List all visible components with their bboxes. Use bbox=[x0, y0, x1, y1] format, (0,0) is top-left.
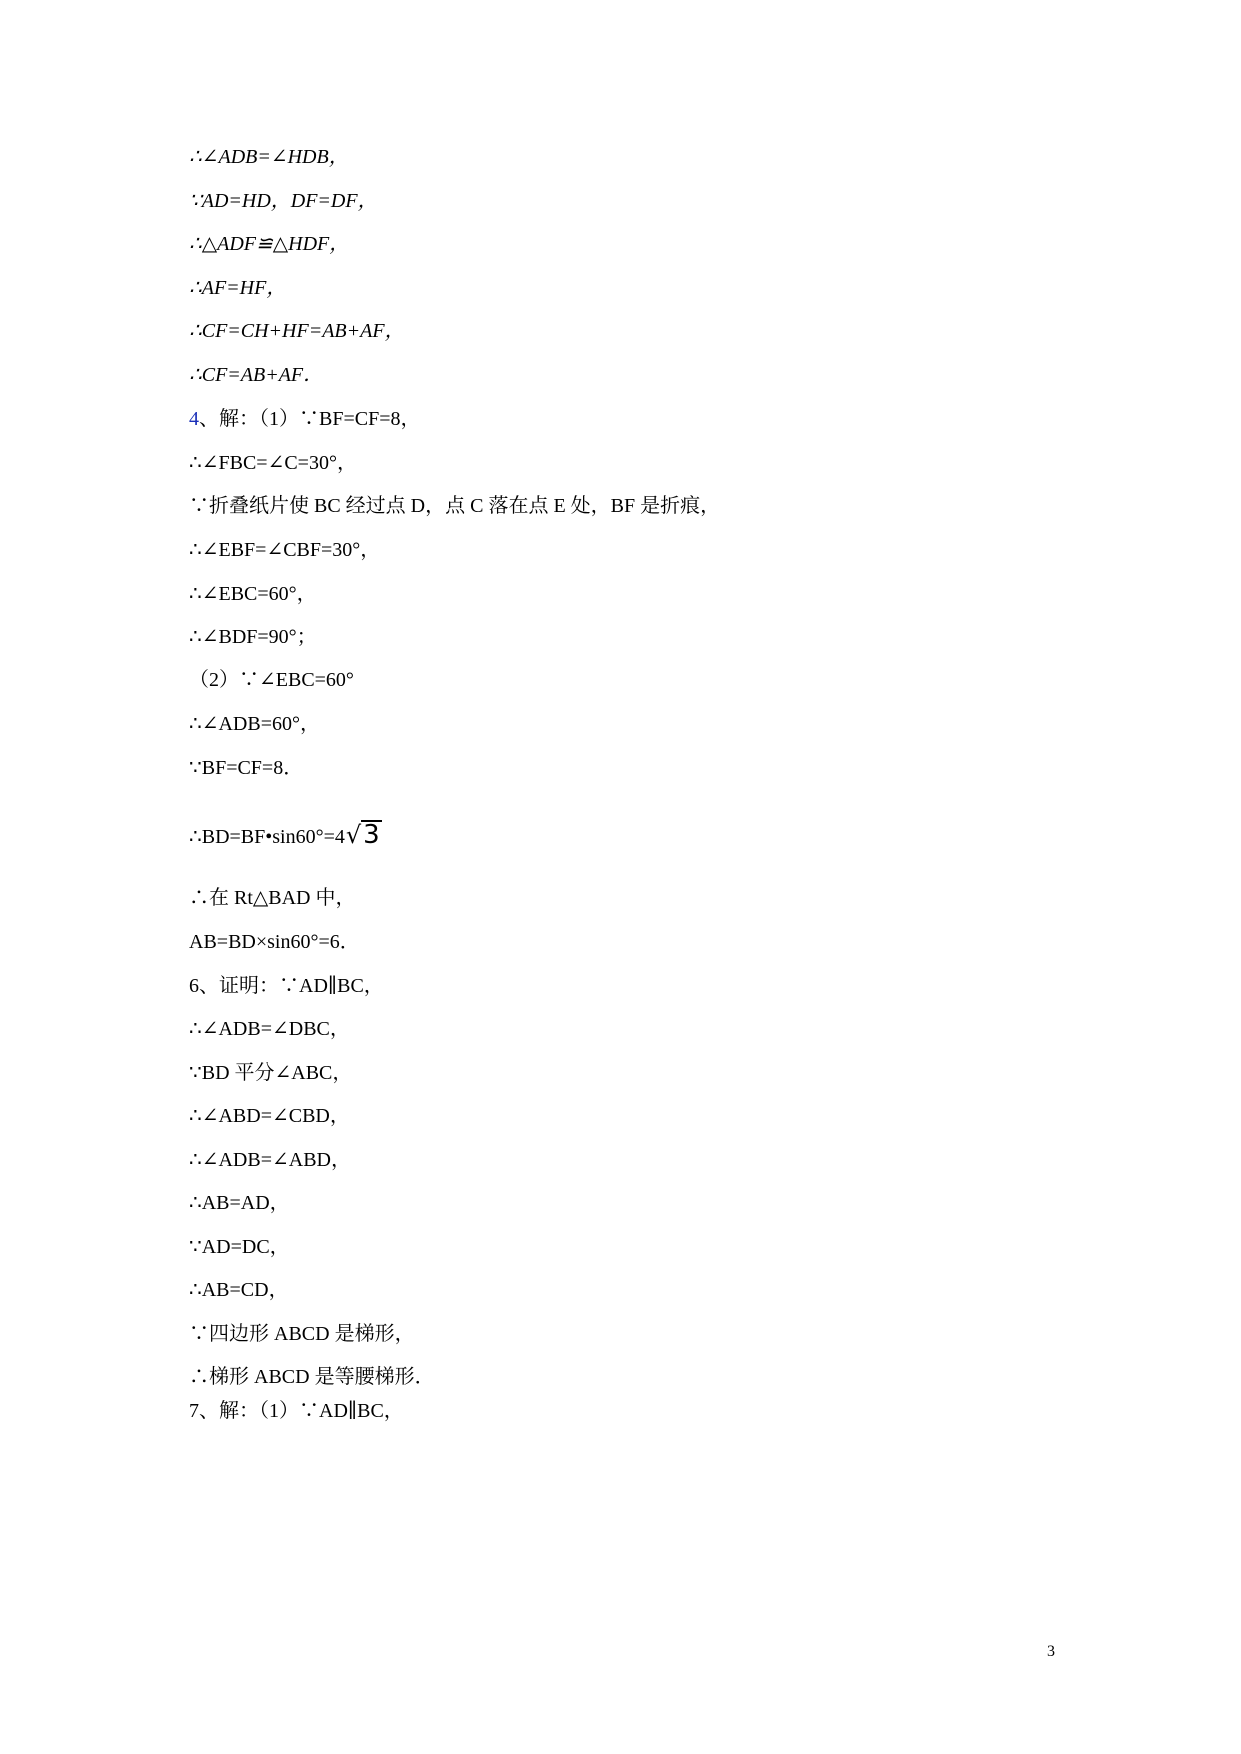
solution-line: ∵折叠纸片使 BC 经过点 D，点 C 落在点 E 处，BF 是折痕， bbox=[189, 495, 721, 517]
solution-line: （2）∵∠EBC=60° bbox=[189, 669, 354, 691]
solution-line: ∴在 Rt△BAD 中， bbox=[189, 887, 356, 909]
problem-6-heading: 6、证明：∵AD∥BC， bbox=[189, 975, 384, 997]
square-root-expression bbox=[346, 820, 382, 848]
page-number: 3 bbox=[1047, 1643, 1055, 1660]
proof-line: ∴△ADF≌△HDF， bbox=[189, 233, 350, 255]
proof-line: ∴∠ADB=∠HDB， bbox=[189, 146, 349, 168]
proof-line: ∴AF=HF， bbox=[189, 277, 287, 299]
solution-line: ∵BF=CF=8． bbox=[189, 757, 304, 779]
solution-line-with-sqrt: ∴BD=BF•sin60°=4√3 bbox=[189, 820, 380, 850]
proof-line: ∴AB=CD， bbox=[189, 1279, 289, 1301]
proof-line: ∴梯形 ABCD 是等腰梯形． bbox=[189, 1366, 435, 1388]
solution-line: AB=BD×sin60°=6． bbox=[189, 931, 360, 953]
proof-line: ∴∠ADB=∠DBC， bbox=[189, 1018, 350, 1040]
proof-line: ∵四边形 ABCD 是梯形， bbox=[189, 1323, 415, 1345]
solution-line: ∴∠EBC=60°， bbox=[189, 583, 317, 605]
solution-line: ∴∠EBF=∠CBF=30°， bbox=[189, 539, 381, 561]
solution-line: ∴∠BDF=90°； bbox=[189, 626, 317, 648]
proof-line: ∴CF=AB+AF． bbox=[189, 364, 324, 386]
problem-number: 4 bbox=[189, 408, 199, 430]
proof-line: ∴AB=AD， bbox=[189, 1192, 290, 1214]
proof-line: ∵BD 平分∠ABC， bbox=[189, 1062, 353, 1084]
proof-line: ∴∠ABD=∠CBD， bbox=[189, 1105, 350, 1127]
problem-7-heading: 7、解：（1）∵AD∥BC， bbox=[189, 1400, 404, 1422]
problem-4-heading: 4、解：（1）∵BF=CF=8， bbox=[189, 408, 421, 430]
solution-line: ∴∠FBC=∠C=30°， bbox=[189, 452, 357, 474]
radical-sign-icon: √ bbox=[345, 821, 362, 849]
solution-line: ∴∠ADB=60°， bbox=[189, 713, 320, 735]
proof-line: ∵AD=HD，DF=DF， bbox=[189, 190, 378, 212]
proof-line: ∴∠ADB=∠ABD， bbox=[189, 1149, 351, 1171]
proof-line: ∴CF=CH+HF=AB+AF， bbox=[189, 320, 405, 342]
radicand: 3 bbox=[363, 820, 380, 850]
proof-line: ∵AD=DC， bbox=[189, 1236, 290, 1258]
